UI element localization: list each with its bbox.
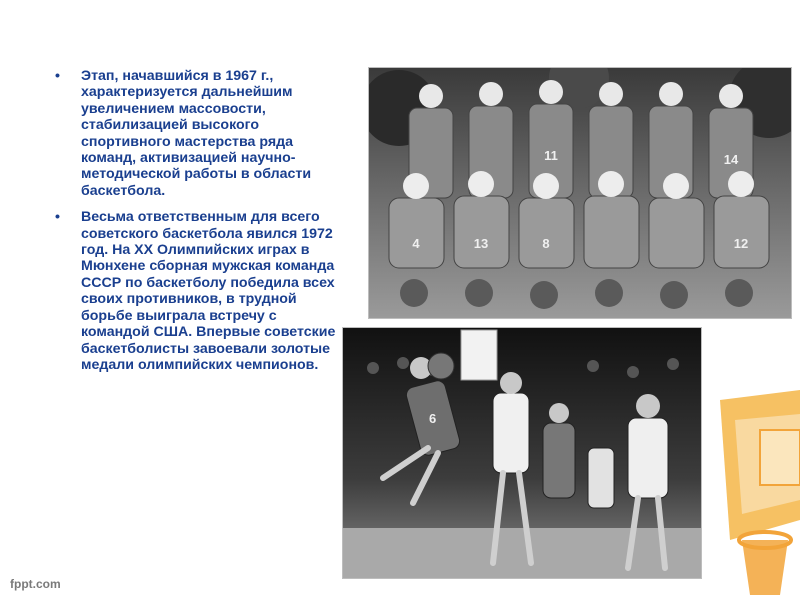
bullet-text: Этап, начавшийся в 1967 г., характеризуется дальнейшим увеличением массовости, стабилизацией высокого спортивного мастерства ряда команд, активизацией научно-методической работы в области баскетбола.: [81, 68, 312, 199]
jersey-number: 13: [473, 236, 489, 251]
basketball-backboard-icon: [690, 390, 800, 600]
jersey-number: 12: [733, 236, 749, 251]
bullet-item-1: [55, 68, 345, 199]
text-block: [55, 68, 345, 383]
team-photo-graphic: [369, 68, 791, 318]
jersey-number: 14: [723, 152, 739, 167]
bullet-item-2: [55, 209, 345, 373]
team-photo: [369, 68, 791, 318]
jersey-number: 8: [542, 236, 550, 251]
jersey-number: 6: [429, 411, 437, 426]
game-photo: [343, 328, 701, 578]
game-photo-graphic: [343, 328, 701, 578]
jersey-number: 4: [412, 236, 420, 251]
bullet-marker: •: [55, 209, 60, 226]
jersey-number: 11: [544, 148, 558, 163]
footer-brand: fppt.com: [10, 577, 61, 591]
bullet-marker: •: [55, 68, 60, 84]
bullet-text: Весьма ответственным для всего советского баскетбола явился 1972 год. На XX Олимпийских играх в Мюнхене сборная мужская команда СССР по баскетболу победила всех своих противников, в трудной борьбе выиграла встречу с командой США. Впервые советские баскетболисты завоевали золотые медали олимпийских чемпионов.: [81, 209, 336, 373]
